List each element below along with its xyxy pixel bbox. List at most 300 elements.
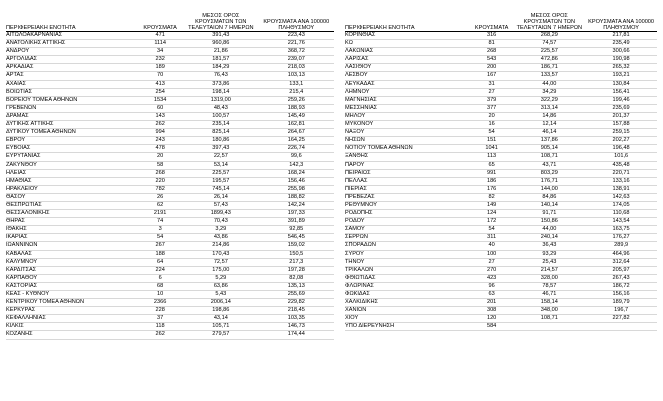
avg7-cell: 5,29 <box>183 274 258 282</box>
cases-cell: 1114 <box>137 40 183 48</box>
avg7-cell: 170,43 <box>183 250 258 258</box>
avg7-cell: 472,86 <box>513 56 585 64</box>
region-name-cell: ΙΘΑΚΗΣ <box>6 226 137 234</box>
region-name-cell: ΚΟΖΑΝΗΣ <box>6 331 137 339</box>
per100k-cell: 188,93 <box>259 104 334 112</box>
region-name-cell: ΑΡΚΑΔΙΑΣ <box>6 64 137 72</box>
table-row <box>345 250 657 258</box>
avg7-cell: 225,57 <box>183 169 258 177</box>
per100k-cell: 103,35 <box>259 315 334 323</box>
avg7-cell: 34,29 <box>513 88 585 96</box>
table-row <box>345 282 657 290</box>
per100k-cell: 188,82 <box>259 193 334 201</box>
avg7-cell: 108,71 <box>513 315 585 323</box>
per100k-cell: 142,63 <box>585 193 657 201</box>
region-name-cell: ΧΑΝΙΩΝ <box>345 307 470 315</box>
table-row <box>6 137 334 145</box>
header-region: ΠΕΡΙΦΕΡΕΙΑΚΗ ΕΝΟΤΗΤΑ <box>6 7 137 32</box>
per100k-cell: 255,69 <box>259 291 334 299</box>
per100k-cell: 133,1 <box>259 80 334 88</box>
cases-cell: 2366 <box>137 299 183 307</box>
cases-cell: 189 <box>137 64 183 72</box>
table-row <box>345 104 657 112</box>
avg7-cell: 108,71 <box>513 153 585 161</box>
cases-cell: 1534 <box>137 96 183 104</box>
table-row <box>6 242 334 250</box>
cases-cell: 232 <box>137 56 183 64</box>
per100k-cell: 312,64 <box>585 258 657 266</box>
region-name-cell: ΘΗΡΑΣ <box>6 218 137 226</box>
table-row <box>345 266 657 274</box>
table-row <box>6 315 334 323</box>
cases-cell: 10 <box>137 291 183 299</box>
cases-cell: 82 <box>470 193 514 201</box>
header-per100k: ΚΡΟΥΣΜΑΤΑ ΑΝΑ 100000 ΠΛΗΘΥΣΜΟΥ <box>259 7 334 32</box>
avg7-cell: 12,14 <box>513 121 585 129</box>
avg7-cell: 53,14 <box>183 161 258 169</box>
cases-cell: 254 <box>137 88 183 96</box>
table-row <box>6 169 334 177</box>
avg7-cell: 214,86 <box>183 242 258 250</box>
cases-cell: 65 <box>470 161 514 169</box>
avg7-cell: 44,00 <box>513 226 585 234</box>
avg7-cell: 348,00 <box>513 307 585 315</box>
table-row <box>345 177 657 185</box>
region-name-cell: ΘΕΣΠΡΩΤΙΑΣ <box>6 201 137 209</box>
avg7-cell: 14,86 <box>513 112 585 120</box>
table-row <box>345 193 657 201</box>
table-row <box>6 185 334 193</box>
table-row <box>6 161 334 169</box>
avg7-cell: 150,86 <box>513 218 585 226</box>
avg7-cell: 100,57 <box>183 112 258 120</box>
region-name-cell: ΝΗΣΩΝ <box>345 137 470 145</box>
avg7-cell: 44,00 <box>513 80 585 88</box>
table-row <box>6 234 334 242</box>
table-row <box>6 56 334 64</box>
right-cases-table <box>345 7 657 331</box>
per100k-cell: 226,74 <box>259 145 334 153</box>
per100k-cell: 142,24 <box>259 201 334 209</box>
per100k-cell: 217,81 <box>585 32 657 40</box>
cases-cell: 200 <box>470 64 514 72</box>
per100k-cell: 156,46 <box>259 177 334 185</box>
table-row <box>6 331 334 339</box>
table-row <box>345 145 657 153</box>
per100k-cell: 464,96 <box>585 250 657 258</box>
table-row <box>345 64 657 72</box>
per100k-cell: 92,85 <box>259 226 334 234</box>
table-row <box>6 323 334 331</box>
region-name-cell: ΚΕΑΣ - ΚΥΘΝΟΥ <box>6 291 137 299</box>
avg7-cell: 43,14 <box>183 315 258 323</box>
cases-cell: 124 <box>470 210 514 218</box>
table-row <box>6 307 334 315</box>
region-name-cell: ΑΙΤΩΛΟΑΚΑΡΝΑΝΙΑΣ <box>6 32 137 40</box>
table-row <box>345 96 657 104</box>
avg7-cell: 825,14 <box>183 129 258 137</box>
right-table-section <box>345 7 657 331</box>
per100k-cell: 133,16 <box>585 177 657 185</box>
per100k-cell: 189,79 <box>585 299 657 307</box>
region-name-cell: ΕΥΒΟΙΑΣ <box>6 145 137 153</box>
per100k-cell: 157,88 <box>585 121 657 129</box>
table-row <box>345 210 657 218</box>
region-name-cell: ΠΡΕΒΕΖΑΣ <box>345 193 470 201</box>
region-name-cell: ΑΡΤΑΣ <box>6 72 137 80</box>
table-row <box>345 32 657 40</box>
avg7-cell: 36,43 <box>513 242 585 250</box>
avg7-cell: 905,14 <box>513 145 585 153</box>
per100k-cell: 259,26 <box>259 96 334 104</box>
per100k-cell: 164,25 <box>259 137 334 145</box>
table-header-row <box>345 7 657 32</box>
per100k-cell: 156,41 <box>585 88 657 96</box>
avg7-cell: 105,71 <box>183 323 258 331</box>
per100k-cell: 196,7 <box>585 307 657 315</box>
per100k-cell: 150,5 <box>259 250 334 258</box>
region-name-cell: ΔΥΤΙΚΗΣ ΑΤΤΙΚΗΣ <box>6 121 137 129</box>
per100k-cell: 223,43 <box>259 32 334 40</box>
region-name-cell: ΧΙΟΥ <box>345 315 470 323</box>
per100k-cell: 163,75 <box>585 226 657 234</box>
left-cases-table <box>6 7 334 340</box>
cases-cell: 120 <box>470 315 514 323</box>
avg7-cell: 745,14 <box>183 185 258 193</box>
table-row <box>6 121 334 129</box>
right-table-body <box>345 32 657 331</box>
table-row <box>345 88 657 96</box>
cases-cell: 62 <box>137 201 183 209</box>
table-row <box>6 266 334 274</box>
avg7-cell: 175,00 <box>183 266 258 274</box>
region-name-cell: ΦΩΚΙΔΑΣ <box>345 291 470 299</box>
left-table-section <box>6 7 334 340</box>
avg7-cell: 397,43 <box>183 145 258 153</box>
avg7-cell: 225,57 <box>513 48 585 56</box>
table-row <box>6 72 334 80</box>
region-name-cell: ΠΑΡΟΥ <box>345 161 470 169</box>
region-name-cell: ΛΕΣΒΟΥ <box>345 72 470 80</box>
per100k-cell: 193,21 <box>585 72 657 80</box>
cases-cell: 64 <box>137 258 183 266</box>
per100k-cell: 82,08 <box>259 274 334 282</box>
region-name-cell: ΗΛΕΙΑΣ <box>6 169 137 177</box>
cases-cell: 149 <box>470 201 514 209</box>
table-row <box>345 323 657 331</box>
region-name-cell: ΛΑΚΩΝΙΑΣ <box>345 48 470 56</box>
cases-cell: 68 <box>137 282 183 290</box>
region-name-cell: ΠΕΛΛΑΣ <box>345 177 470 185</box>
per100k-cell: 217,3 <box>259 258 334 266</box>
avg7-cell: 2006,14 <box>183 299 258 307</box>
region-name-cell: ΚΕΝΤΡΙΚΟΥ ΤΟΜΕΑ ΑΘΗΝΩΝ <box>6 299 137 307</box>
table-row <box>345 242 657 250</box>
per100k-cell: 135,13 <box>259 282 334 290</box>
table-row <box>6 258 334 266</box>
cases-cell: 311 <box>470 234 514 242</box>
avg7-cell: 5,43 <box>183 291 258 299</box>
table-row <box>6 145 334 153</box>
per100k-cell: 255,98 <box>259 185 334 193</box>
table-header-row <box>6 7 334 32</box>
cases-cell: 379 <box>470 96 514 104</box>
region-name-cell: ΚΑΣΤΟΡΙΑΣ <box>6 282 137 290</box>
cases-cell: 151 <box>470 137 514 145</box>
cases-cell: 220 <box>137 177 183 185</box>
cases-cell: 478 <box>137 145 183 153</box>
per100k-cell: 103,13 <box>259 72 334 80</box>
table-row <box>345 137 657 145</box>
cases-cell: 308 <box>470 307 514 315</box>
cases-cell: 118 <box>137 323 183 331</box>
avg7-cell: 960,86 <box>183 40 258 48</box>
per100k-cell: 220,71 <box>585 169 657 177</box>
cases-cell: 70 <box>137 72 183 80</box>
region-name-cell: ΑΝΑΤΟΛΙΚΗΣ ΑΤΤΙΚΗΣ <box>6 40 137 48</box>
avg7-cell: 46,71 <box>513 291 585 299</box>
region-name-cell: ΡΟΔΟΥ <box>345 218 470 226</box>
table-row <box>6 129 334 137</box>
region-name-cell: ΦΛΩΡΙΝΑΣ <box>345 282 470 290</box>
avg7-cell: 803,29 <box>513 169 585 177</box>
per100k-cell: 300,66 <box>585 48 657 56</box>
per100k-cell: 235,69 <box>585 104 657 112</box>
cases-cell: 991 <box>470 169 514 177</box>
table-row <box>6 153 334 161</box>
cases-cell: 201 <box>470 299 514 307</box>
cases-cell: 58 <box>137 161 183 169</box>
per100k-cell: 435,48 <box>585 161 657 169</box>
per100k-cell: 205,97 <box>585 266 657 274</box>
table-row <box>345 72 657 80</box>
region-name-cell: ΗΜΑΘΙΑΣ <box>6 177 137 185</box>
avg7-cell: 180,86 <box>183 137 258 145</box>
per100k-cell: 197,28 <box>259 266 334 274</box>
table-row <box>6 201 334 209</box>
cases-cell: 270 <box>470 266 514 274</box>
region-name-cell: ΖΑΚΥΝΘΟΥ <box>6 161 137 169</box>
table-row <box>345 48 657 56</box>
avg7-cell: 322,29 <box>513 96 585 104</box>
table-row <box>345 315 657 323</box>
per100k-cell: 202,27 <box>585 137 657 145</box>
avg7-cell: 84,86 <box>513 193 585 201</box>
header-avg7: ΜΕΣΟΣ ΟΡΟΣ ΚΡΟΥΣΜΑΤΩΝ ΤΩΝ ΤΕΛΕΥΤΑΙΩΝ 7 ΗΜΕΡΩΝ <box>513 7 585 32</box>
cases-cell: 26 <box>137 193 183 201</box>
region-name-cell: ΕΒΡΟΥ <box>6 137 137 145</box>
cases-cell: 172 <box>470 218 514 226</box>
table-row <box>345 258 657 266</box>
avg7-cell: 1899,43 <box>183 210 258 218</box>
region-name-cell: ΜΥΚΟΝΟΥ <box>345 121 470 129</box>
left-table-body <box>6 32 334 340</box>
cases-cell: 186 <box>470 177 514 185</box>
table-row <box>6 282 334 290</box>
cases-cell: 2191 <box>137 210 183 218</box>
table-row <box>6 250 334 258</box>
header-cases: ΚΡΟΥΣΜΑΤΑ <box>137 7 183 32</box>
per100k-cell: 368,72 <box>259 48 334 56</box>
table-row <box>6 112 334 120</box>
per100k-cell: 227,82 <box>585 315 657 323</box>
header-region: ΠΕΡΙΦΕΡΕΙΑΚΗ ΕΝΟΤΗΤΑ <box>345 7 470 32</box>
region-name-cell: ΛΕΥΚΑΔΑΣ <box>345 80 470 88</box>
per100k-cell: 110,68 <box>585 210 657 218</box>
cases-cell: 6 <box>137 274 183 282</box>
region-name-cell: ΚΕΡΚΥΡΑΣ <box>6 307 137 315</box>
cases-cell: 471 <box>137 32 183 40</box>
per100k-cell: 101,6 <box>585 153 657 161</box>
table-row <box>345 201 657 209</box>
cases-cell: 54 <box>470 129 514 137</box>
avg7-cell: 144,00 <box>513 185 585 193</box>
table-row <box>345 226 657 234</box>
table-row <box>345 185 657 193</box>
per100k-cell: 264,67 <box>259 129 334 137</box>
cases-cell: 20 <box>470 112 514 120</box>
region-name-cell: ΦΘΙΩΤΙΔΑΣ <box>345 274 470 282</box>
avg7-cell: 74,57 <box>513 40 585 48</box>
avg7-cell: 214,57 <box>513 266 585 274</box>
region-name-cell: ΡΕΘΥΜΝΟΥ <box>345 201 470 209</box>
table-row <box>6 193 334 201</box>
per100k-cell: 162,81 <box>259 121 334 129</box>
cases-cell: 40 <box>470 242 514 250</box>
per100k-cell: 201,37 <box>585 112 657 120</box>
per100k-cell: 197,33 <box>259 210 334 218</box>
cases-cell: 224 <box>137 266 183 274</box>
cases-cell: 228 <box>137 307 183 315</box>
table-row <box>6 291 334 299</box>
avg7-cell: 76,43 <box>183 72 258 80</box>
region-name-cell: ΣΥΡΟΥ <box>345 250 470 258</box>
avg7-cell: 21,86 <box>183 48 258 56</box>
per100k-cell: 546,45 <box>259 234 334 242</box>
region-name-cell: ΙΩΑΝΝΙΝΩΝ <box>6 242 137 250</box>
avg7-cell: 235,14 <box>183 121 258 129</box>
per100k-cell: 215,4 <box>259 88 334 96</box>
region-name-cell: ΚΑΒΑΛΑΣ <box>6 250 137 258</box>
avg7-cell: 313,14 <box>513 104 585 112</box>
region-name-cell: ΗΡΑΚΛΕΙΟΥ <box>6 185 137 193</box>
cases-cell: 262 <box>137 121 183 129</box>
avg7-cell: 48,43 <box>183 104 258 112</box>
avg7-cell: 25,43 <box>513 258 585 266</box>
cases-cell: 782 <box>137 185 183 193</box>
avg7-cell: 43,71 <box>513 161 585 169</box>
avg7-cell: 133,57 <box>513 72 585 80</box>
region-name-cell: ΑΡΓΟΛΙΔΑΣ <box>6 56 137 64</box>
region-name-cell: ΝΑΞΟΥ <box>345 129 470 137</box>
region-name-cell: ΚΙΛΚΙΣ <box>6 323 137 331</box>
region-name-cell: ΣΑΜΟΥ <box>345 226 470 234</box>
avg7-cell: 198,14 <box>183 88 258 96</box>
table-row <box>345 121 657 129</box>
per100k-cell <box>585 323 657 331</box>
per100k-cell: 99,6 <box>259 153 334 161</box>
table-row <box>345 80 657 88</box>
cases-cell: 113 <box>470 153 514 161</box>
region-name-cell: ΒΟΡΕΙΟΥ ΤΟΜΕΑ ΑΘΗΝΩΝ <box>6 96 137 104</box>
table-row <box>6 299 334 307</box>
avg7-cell: 328,00 <box>513 274 585 282</box>
cases-cell: 268 <box>137 169 183 177</box>
cases-cell: 3 <box>137 226 183 234</box>
avg7-cell <box>513 323 585 331</box>
per100k-cell: 190,98 <box>585 56 657 64</box>
region-name-cell: ΚΟΡΙΝΘΙΑΣ <box>345 32 470 40</box>
cases-cell: 16 <box>470 121 514 129</box>
region-name-cell: ΛΑΣΙΘΙΟΥ <box>345 64 470 72</box>
per100k-cell: 265,32 <box>585 64 657 72</box>
avg7-cell: 391,43 <box>183 32 258 40</box>
per100k-cell: 159,02 <box>259 242 334 250</box>
table-row <box>345 129 657 137</box>
region-name-cell: ΠΕΙΡΑΙΩΣ <box>345 169 470 177</box>
avg7-cell: 93,29 <box>513 250 585 258</box>
region-name-cell: ΚΑΡΔΙΤΣΑΣ <box>6 266 137 274</box>
per100k-cell: 239,07 <box>259 56 334 64</box>
table-row <box>6 177 334 185</box>
region-name-cell: ΒΟΙΩΤΙΑΣ <box>6 88 137 96</box>
per100k-cell: 289,9 <box>585 242 657 250</box>
region-name-cell: ΕΥΡΥΤΑΝΙΑΣ <box>6 153 137 161</box>
table-row <box>6 80 334 88</box>
cases-cell: 1041 <box>470 145 514 153</box>
region-name-cell: ΡΟΔΟΠΗΣ <box>345 210 470 218</box>
avg7-cell: 158,14 <box>513 299 585 307</box>
table-row <box>6 274 334 282</box>
avg7-cell: 268,29 <box>513 32 585 40</box>
per100k-cell: 229,82 <box>259 299 334 307</box>
per100k-cell: 199,46 <box>585 96 657 104</box>
region-name-cell: ΜΕΣΣΗΝΙΑΣ <box>345 104 470 112</box>
per100k-cell: 168,24 <box>259 169 334 177</box>
region-name-cell: ΜΑΓΝΗΣΙΑΣ <box>345 96 470 104</box>
table-row <box>6 226 334 234</box>
table-row <box>6 104 334 112</box>
table-row <box>345 40 657 48</box>
avg7-cell: 198,86 <box>183 307 258 315</box>
avg7-cell: 373,86 <box>183 80 258 88</box>
table-row <box>345 291 657 299</box>
avg7-cell: 195,57 <box>183 177 258 185</box>
table-row <box>345 274 657 282</box>
cases-cell: 423 <box>470 274 514 282</box>
table-row <box>6 210 334 218</box>
region-name-cell: ΣΕΡΡΩΝ <box>345 234 470 242</box>
per100k-cell: 391,89 <box>259 218 334 226</box>
avg7-cell: 72,57 <box>183 258 258 266</box>
per100k-cell: 196,48 <box>585 145 657 153</box>
region-name-cell: ΧΑΛΚΙΔΙΚΗΣ <box>345 299 470 307</box>
cases-cell: 262 <box>137 331 183 339</box>
avg7-cell: 3,29 <box>183 226 258 234</box>
avg7-cell: 26,14 <box>183 193 258 201</box>
region-name-cell: ΓΡΕΒΕΝΩΝ <box>6 104 137 112</box>
header-cases: ΚΡΟΥΣΜΑΤΑ <box>470 7 514 32</box>
region-name-cell: ΞΑΝΘΗΣ <box>345 153 470 161</box>
cases-cell: 268 <box>470 48 514 56</box>
table-row <box>6 48 334 56</box>
cases-cell: 27 <box>470 258 514 266</box>
table-row <box>345 218 657 226</box>
cases-cell: 243 <box>137 137 183 145</box>
per100k-cell: 143,54 <box>585 218 657 226</box>
table-row <box>6 88 334 96</box>
per100k-cell: 138,91 <box>585 185 657 193</box>
